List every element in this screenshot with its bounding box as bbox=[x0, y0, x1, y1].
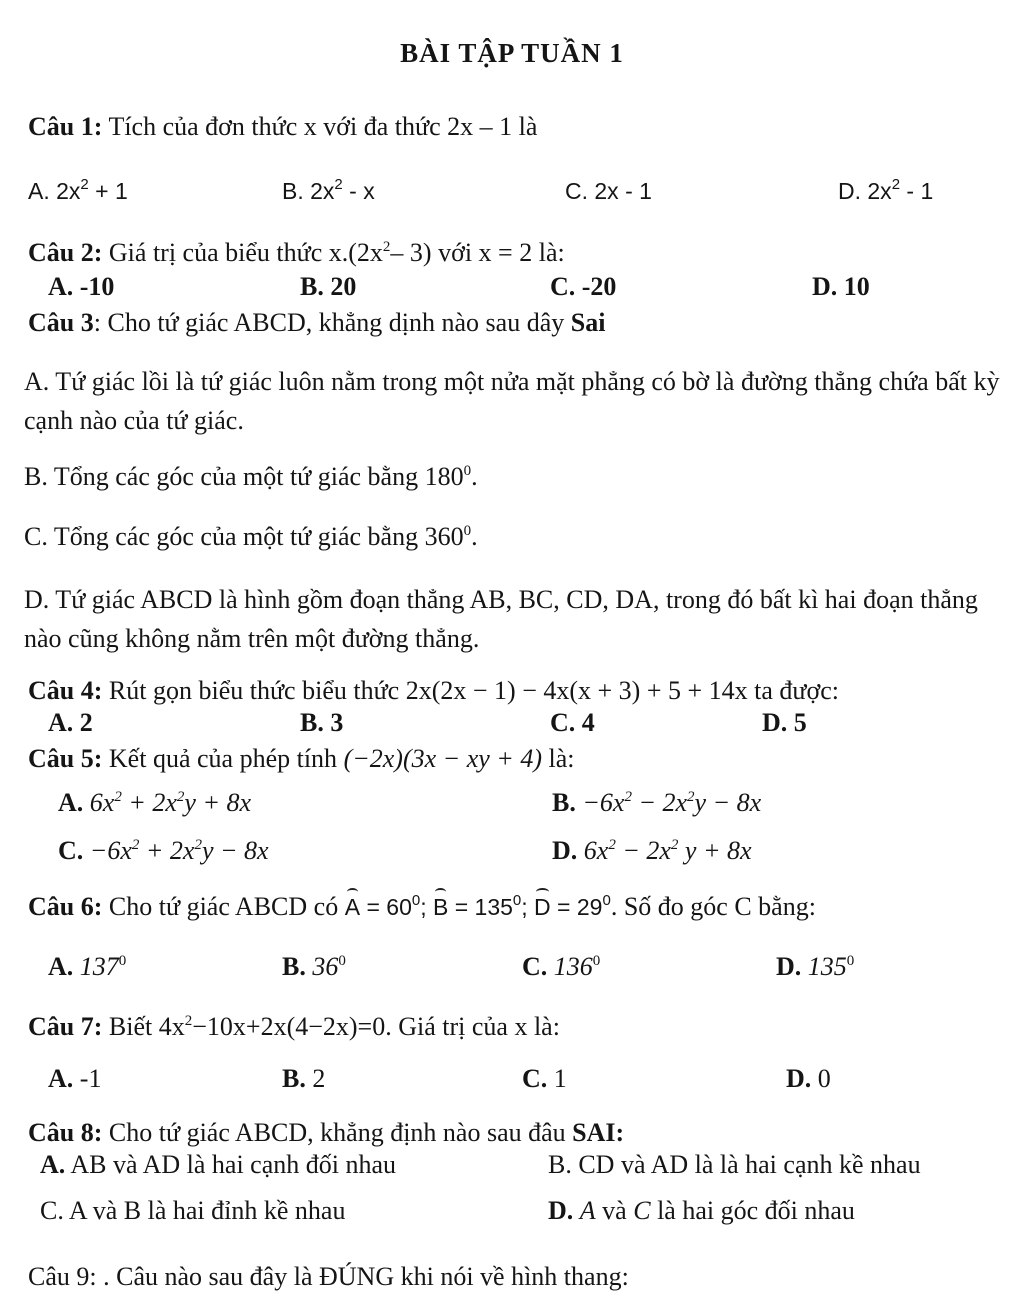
question-8: Câu 8: Cho tứ giác ABCD, khẳng định nào sau đâu SAI: bbox=[28, 1118, 625, 1147]
question-3-option-b[interactable]: B. Tổng các góc của một tứ giác bằng $180^0$. bbox=[24, 462, 478, 491]
question-4-option-b[interactable]: B. 3 bbox=[300, 708, 344, 737]
question-7-option-b[interactable]: B. 2 bbox=[282, 1064, 326, 1093]
question-4-label: Câu 4: bbox=[28, 676, 103, 705]
question-8-option-c[interactable]: C. A và B là hai đỉnh kề nhau bbox=[40, 1196, 346, 1225]
question-5-option-d[interactable]: D. $6x^2 - 2x^2$ y + 8x bbox=[552, 836, 752, 865]
question-2: Câu 2: Giá trị của biểu thức $x.(2x^2-$ 3) với x = 2 là: bbox=[28, 238, 565, 267]
question-4-option-a[interactable]: A. 2 bbox=[48, 708, 93, 737]
worksheet-title: BÀI TẬP TUẦN 1 bbox=[400, 38, 624, 68]
question-5-expression: (−2x)(3x − xy + 4) bbox=[343, 744, 542, 773]
question-7-option-d[interactable]: D. 0 bbox=[786, 1064, 831, 1093]
question-2-option-b[interactable]: B. 20 bbox=[300, 272, 357, 301]
question-6-option-d[interactable]: D. $135^0$ bbox=[776, 952, 855, 981]
question-2-option-d[interactable]: D. 10 bbox=[812, 272, 870, 301]
question-3: Câu 3: Cho tứ giác ABCD, khẳng dịnh nào sau dây Sai bbox=[28, 308, 606, 337]
question-5-label: Câu 5: bbox=[28, 744, 103, 773]
question-8-option-b[interactable]: B. CD và AD là là hai cạnh kề nhau bbox=[548, 1150, 921, 1179]
question-4-option-d[interactable]: D. 5 bbox=[762, 708, 807, 737]
question-7-option-a[interactable]: A. -1 bbox=[48, 1064, 102, 1093]
question-5-option-b[interactable]: B. $-6x^2 - 2x^2y - 8x$ bbox=[552, 788, 762, 817]
question-5: Câu 5: Kết quả của phép tính (−2x)(3x − xy + 4) là: bbox=[28, 744, 575, 773]
question-3-option-c[interactable]: C. Tổng các góc của một tứ giác bằng $360^0$. bbox=[24, 522, 478, 551]
question-1-label: Câu 1: bbox=[28, 112, 103, 141]
question-2-option-a[interactable]: A. -10 bbox=[48, 272, 115, 301]
question-2-option-c[interactable]: C. -20 bbox=[550, 272, 617, 301]
question-4-option-c[interactable]: C. 4 bbox=[550, 708, 595, 737]
question-4: Câu 4: Rút gọn biểu thức biểu thức 2x(2x − 1) − 4x(x + 3) + 5 + 14x ta được: bbox=[28, 676, 840, 705]
question-3-option-d[interactable]: D. Tứ giác ABCD là hình gồm đoạn thẳng AB, BC, CD, DA, trong đó bất kì hai đoạn thẳng nào cũng không nằm trên một đường thẳng. bbox=[24, 585, 978, 653]
question-8-label: Câu 8: bbox=[28, 1118, 103, 1147]
question-1 bbox=[28, 112, 537, 142]
question-5-option-c[interactable]: C. $-6x^2 + 2x^2y - 8x$ bbox=[58, 836, 269, 865]
question-1-text: Tích của đơn thức x với đa thức 2x – 1 là bbox=[108, 112, 538, 141]
question-1-option-b[interactable]: B. $2x^2$ - x bbox=[282, 176, 375, 204]
question-6-angles: $A = 60^0$; $B = 135^0$; $D = 29^0$ bbox=[344, 892, 611, 920]
question-9-partial: Câu 9: . Câu nào sau đây là ĐÚNG khi nói về hình thang: bbox=[28, 1262, 629, 1291]
question-7-option-c[interactable]: C. 1 bbox=[522, 1064, 567, 1093]
question-5-option-a[interactable]: A. $6x^2 + 2x^2y + 8x$ bbox=[58, 788, 252, 817]
question-1-option-a[interactable]: A. $2x^2 + 1$ bbox=[28, 176, 128, 204]
question-2-label: Câu 2: bbox=[28, 238, 103, 267]
question-3-sai: Sai bbox=[570, 308, 606, 337]
question-6-label: Câu 6: bbox=[28, 892, 103, 921]
question-1-option-d[interactable]: D. $2x^2 - 1$ bbox=[838, 176, 934, 204]
question-7: Câu 7: Biết $4x^2-10x+2x(4-2x)=0$. Giá trị của x là: bbox=[28, 1012, 560, 1041]
question-6-option-b[interactable]: B. $36^0$ bbox=[282, 952, 346, 981]
question-1-option-c[interactable]: C. 2x - 1 bbox=[565, 178, 652, 204]
question-6-option-a[interactable]: A. $137^0$ bbox=[48, 952, 127, 981]
question-6: Câu 6: Cho tứ giác ABCD có $A = 60^0$; $B = 135^0$; $D = 29^0$. Số đo góc C bằng: bbox=[28, 892, 816, 921]
question-8-sai: SAI: bbox=[572, 1118, 625, 1147]
question-8-option-d[interactable]: D. A và C là hai góc đối nhau bbox=[548, 1196, 855, 1225]
question-3-option-a[interactable]: A. Tứ giác lồi là tứ giác luôn nằm trong một nửa mặt phẳng có bờ là đường thẳng chứa bất kỳ cạnh nào của tứ giác. bbox=[24, 367, 1000, 435]
question-7-label: Câu 7: bbox=[28, 1012, 103, 1041]
question-3-label: Câu 3 bbox=[28, 308, 94, 337]
question-6-option-c[interactable]: C. $136^0$ bbox=[522, 952, 601, 981]
question-8-option-a[interactable]: A. AB và AD là hai cạnh đối nhau bbox=[40, 1150, 397, 1179]
